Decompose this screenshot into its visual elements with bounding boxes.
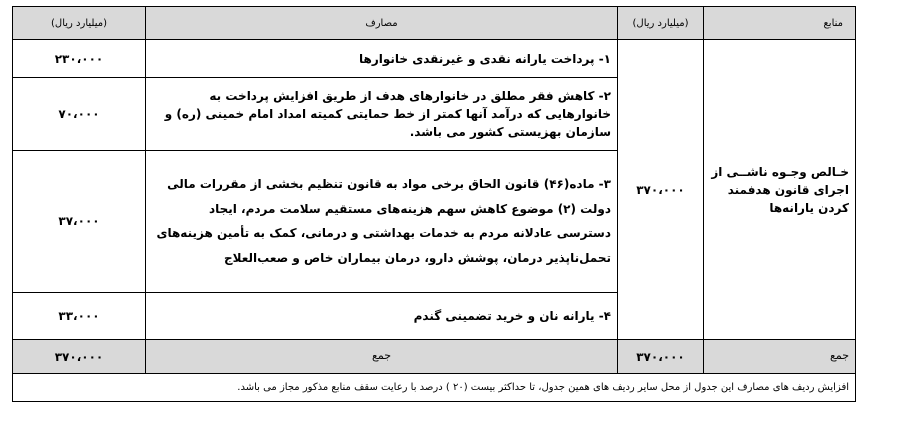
header-row xyxy=(13,7,856,40)
header-expenses: مصارف xyxy=(146,7,618,40)
total-row xyxy=(13,340,856,373)
expense-item-3: ۳- ماده(۴۶) قانون الحاق برخی مواد به قانون تنظیم بخشی از مقررات مالی دولت (۲) موضوع کاهش سهم هزینه‌های مستقیم سلامت مردم، ایجاد دسترسی عادلانه مردم به خدمات بهداشتی و درمانی، کمک به تأمین هزینه‌های تحمل‌ناپذیر درمان، پوشش دارو، درمان بیماران خاص و صعب‌العلاج xyxy=(146,150,618,292)
expense-item-4: ۴- یارانه نان و خرید تضمینی گندم xyxy=(146,292,618,340)
expense-item-2: ۲- کاهش فقر مطلق در خانوارهای هدف از طریق افزایش پرداخت به خانوارهایی که درآمد آنها کمتر از خط حمایتی کمیته امداد امام خمینی (ره) و سازمان بهزیستی کشور می باشد. xyxy=(146,77,618,150)
source-amount: ۳۷۰،۰۰۰ xyxy=(618,40,704,340)
budget-table xyxy=(12,6,856,402)
expense-amount-4: ۳۳،۰۰۰ xyxy=(13,292,146,340)
table-row xyxy=(13,40,856,78)
expense-amount-1: ۲۳۰،۰۰۰ xyxy=(13,40,146,78)
expense-total-amount: ۳۷۰،۰۰۰ xyxy=(13,340,146,373)
header-sources: منابع xyxy=(704,7,856,40)
source-total-label: جمع xyxy=(704,340,856,373)
expense-amount-3: ۳۷،۰۰۰ xyxy=(13,150,146,292)
source-total-amount: ۳۷۰،۰۰۰ xyxy=(618,340,704,373)
expense-amount-2: ۷۰،۰۰۰ xyxy=(13,77,146,150)
header-expense-amount: (میلیارد ریال) xyxy=(13,7,146,40)
footnote: افزایش ردیف های مصارف این جدول از محل سایر ردیف های همین جدول، تا حداکثر بیست (۲۰ ) درصد با رعایت سقف منابع مذکور مجاز می باشد. xyxy=(13,373,856,401)
expense-item-1: ۱- پرداخت یارانه نقدی و غیرنقدی خانوارها xyxy=(146,40,618,78)
header-source-amount: (میلیارد ریال) xyxy=(618,7,704,40)
source-label: خـالص وجـوه ناشــی از اجرای قانون هدفمند کردن یارانه‌ها xyxy=(704,40,856,340)
note-row xyxy=(13,373,856,401)
expense-total-label: جمع xyxy=(146,340,618,373)
